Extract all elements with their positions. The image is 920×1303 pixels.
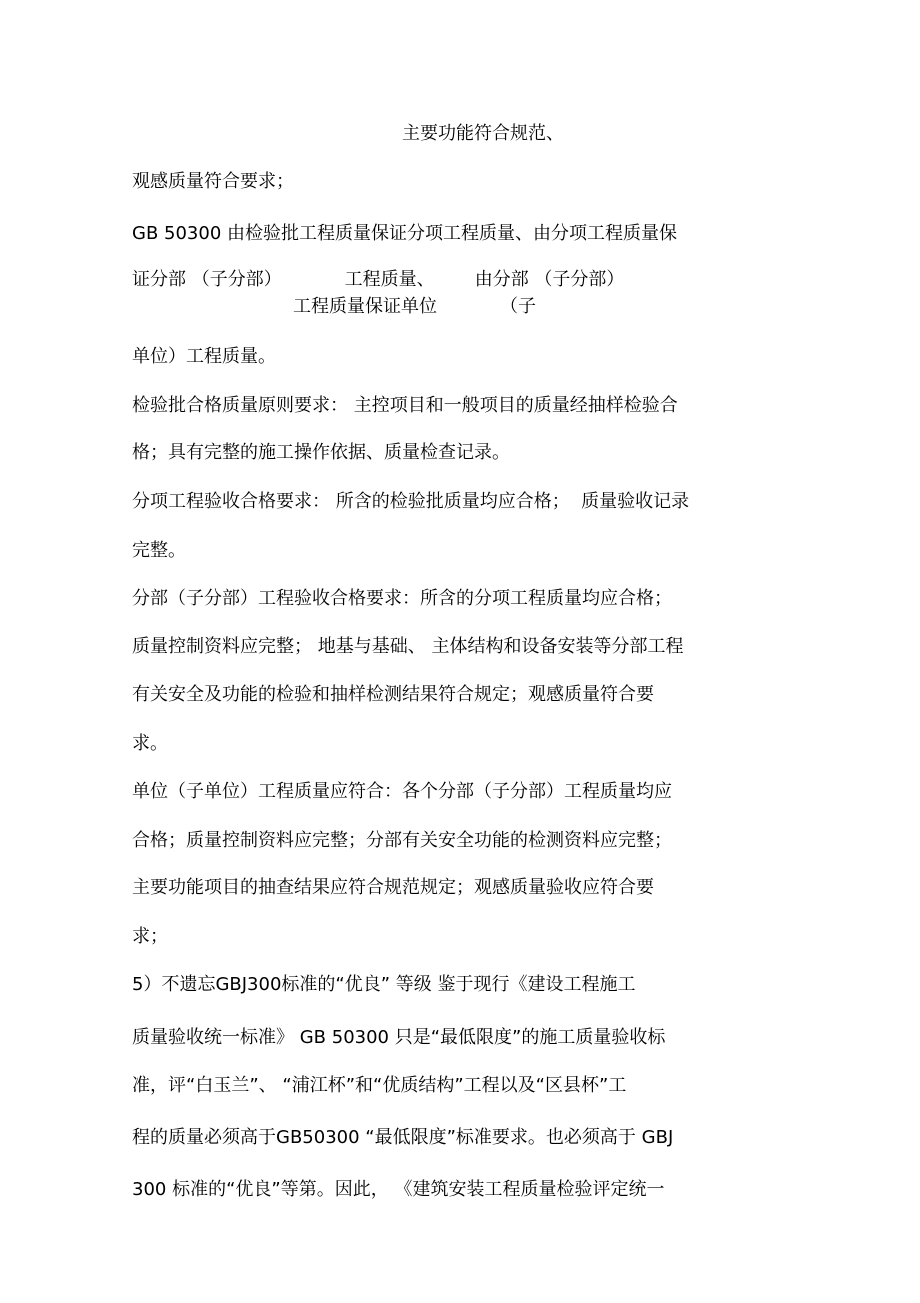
text-line: 主要功能项目的抽查结果应符合规范规定；观感质量验收应符合要 (132, 877, 654, 898)
text-line: 程的质量必须高于GB50300 “最低限度”标准要求。也必须高于 GBJ (132, 1127, 674, 1148)
text-line: 准，评“白玉兰”、 “浦江杯”和“优质结构”工程以及“区县杯”工 (132, 1075, 627, 1096)
text-line: 有关安全及功能的检验和抽样检测结果符合规定；观感质量符合要 (132, 684, 654, 705)
text-line: 分部（子分部）工程验收合格要求：所含的分项工程质量均应合格； (132, 588, 672, 609)
text-line: 求。 (132, 733, 168, 754)
text-line: 单位）工程质量。 (132, 346, 276, 367)
text-line: 300 标准的“优良”等第。因此， 《建筑安装工程质量检验评定统一 (132, 1179, 665, 1200)
text-line: 工程质量保证单位 （子 (293, 296, 536, 317)
text-line: GB 50300 由检验批工程质量保证分项工程质量、由分项工程质量保 (132, 223, 677, 244)
text-line: 证分部 （子分部） 工程质量、 由分部 （子分部） (132, 269, 625, 290)
text-line: 求； (132, 926, 168, 947)
text-line: 格；具有完整的施工操作依据、质量检查记录。 (132, 442, 510, 463)
text-line: 分项工程验收合格要求： 所含的检验批质量均应合格； 质量验收记录 (132, 491, 690, 512)
text-line: 观感质量符合要求； (132, 171, 294, 192)
text-line: 合格；质量控制资料应完整；分部有关安全功能的检测资料应完整； (132, 830, 672, 851)
text-line: 5）不遗忘GBJ300标准的“优良” 等级 鉴于现行《建设工程施工 (132, 974, 636, 995)
text-line: 质量控制资料应完整； 地基与基础、 主体结构和设备安装等分部工程 (132, 636, 684, 657)
text-line: 主要功能符合规范、 (402, 123, 564, 144)
text-line: 完整。 (132, 540, 186, 561)
text-line: 单位（子单位）工程质量应符合：各个分部（子分部）工程质量均应 (132, 781, 672, 802)
text-line: 质量验收统一标准》 GB 50300 只是“最低限度”的施工质量验收标 (132, 1027, 666, 1048)
text-line: 检验批合格质量原则要求： 主控项目和一般项目的质量经抽样检验合 (132, 395, 678, 416)
